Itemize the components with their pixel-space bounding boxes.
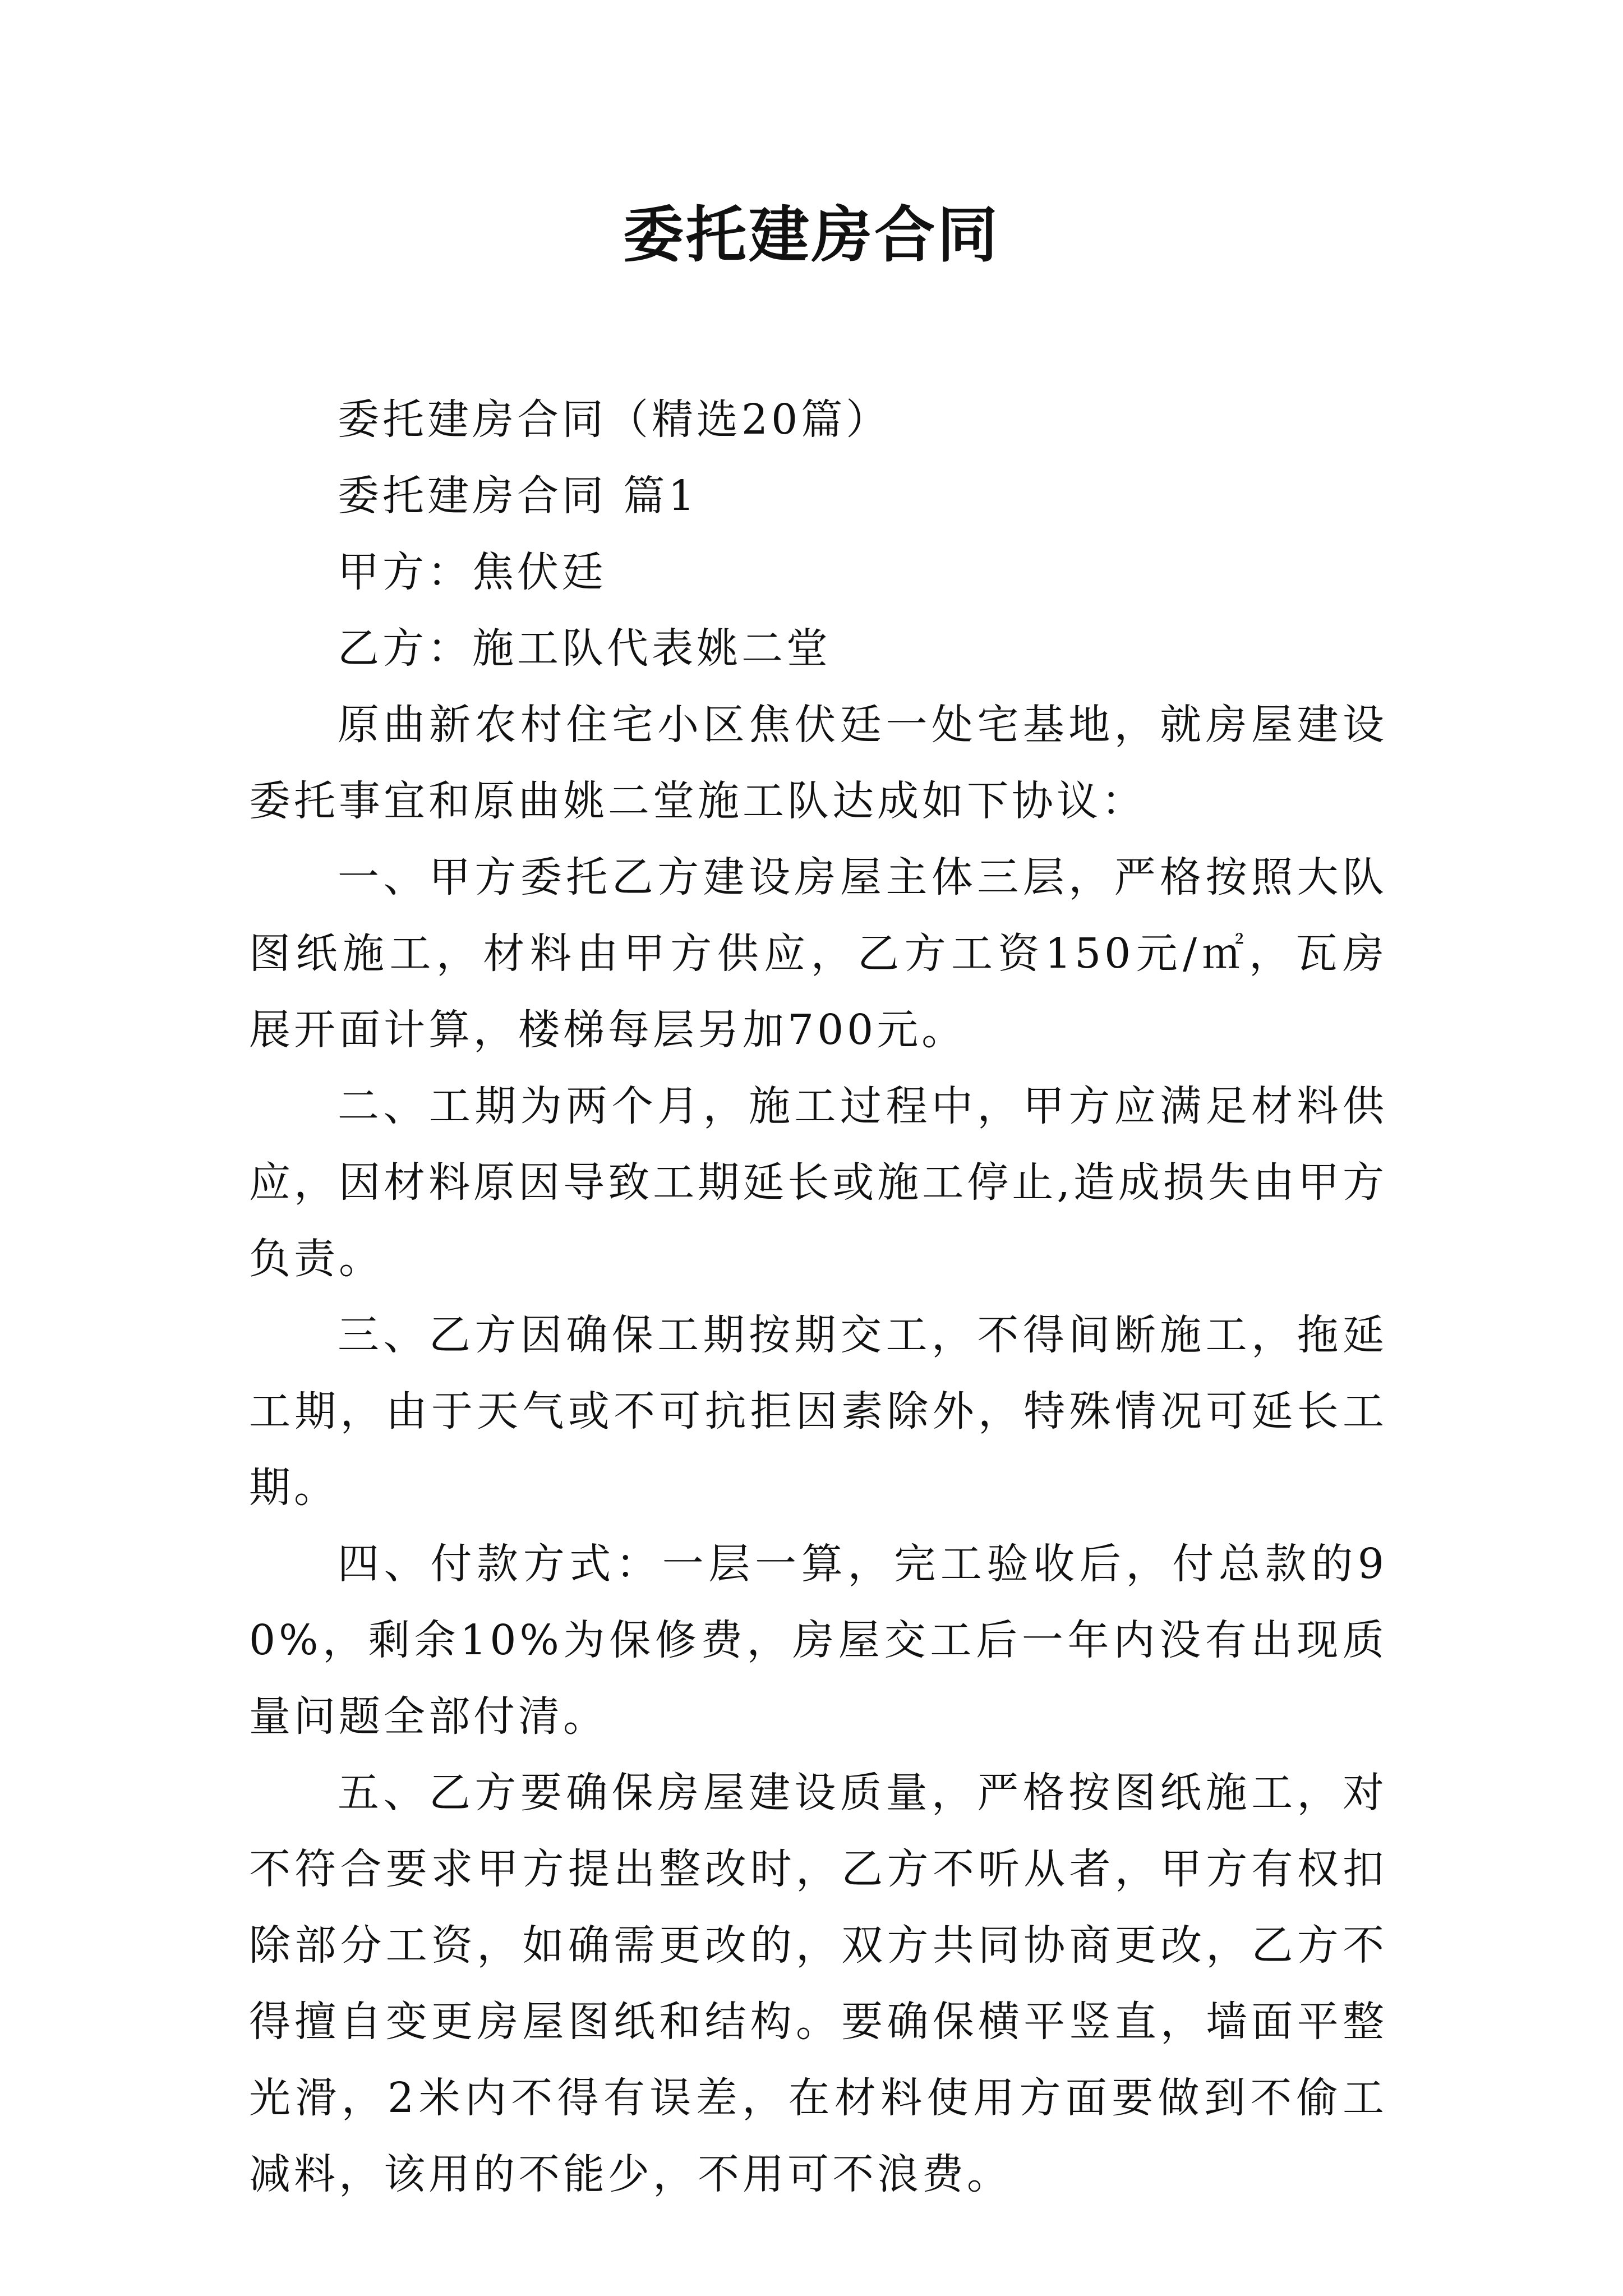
paragraph-clause-2: 二、工期为两个月，施工过程中，甲方应满足材料供应，因材料原因导致工期延长或施工停止,造成损失由甲方负责。 [249, 1082, 1387, 1283]
document-body [249, 381, 1387, 2212]
paragraph-intro: 原曲新农村住宅小区焦伏廷一处宅基地，就房屋建设委托事宜和原曲姚二堂施工队达成如下协议： [249, 701, 1387, 825]
paragraph-clause-5: 五、乙方要确保房屋建设质量，严格按图纸施工，对不符合要求甲方提出整改时，乙方不听从者，甲方有权扣除部分工资，如确需更改的，双方共同协商更改，乙方不得擅自变更房屋图纸和结构。要确保横平竖直，墙面平整光滑，2米内不得有误差，在材料使用方面要做到不偷工减料，该用的不能少，不用可不浪费。 [249, 1769, 1387, 2198]
paragraph-section-heading: 委托建房合同 篇1 [338, 472, 698, 520]
paragraph-clause-4: 四、付款方式：一层一算，完工验收后，付总款的90%，剩余10%为保修费，房屋交工后一年内没有出现质量问题全部付清。 [249, 1540, 1387, 1741]
document-title: 委托建房合同 [623, 200, 1000, 270]
paragraph-party-b: 乙方：施工队代表姚二堂 [338, 624, 831, 673]
paragraph-party-a: 甲方：焦伏廷 [338, 548, 607, 596]
paragraph-clause-3: 三、乙方因确保工期按期交工，不得间断施工，拖延工期，由于天气或不可抗拒因素除外，特殊情况可延长工期。 [249, 1311, 1387, 1512]
paragraph-clause-1: 一、甲方委托乙方建设房屋主体三层，严格按照大队图纸施工，材料由甲方供应，乙方工资150元/㎡，瓦房展开面计算，楼梯每层另加700元。 [249, 853, 1387, 1054]
paragraph-subtitle: 委托建房合同（精选20篇） [338, 395, 891, 444]
